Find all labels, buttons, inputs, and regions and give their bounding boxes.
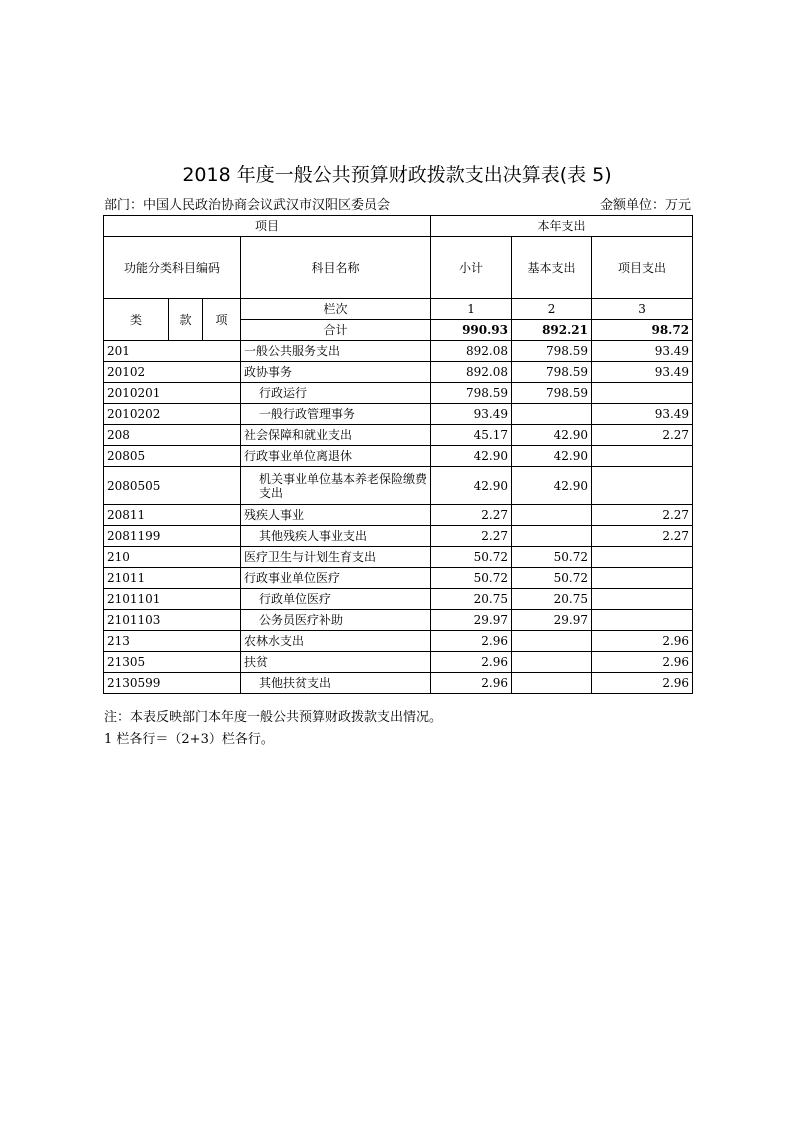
row-project [592, 467, 693, 505]
row-subtotal: 798.59 [431, 383, 512, 404]
row-code: 208 [104, 425, 241, 446]
row-subtotal: 2.27 [431, 526, 512, 547]
total-basic: 892.21 [512, 320, 592, 341]
header-basic: 基本支出 [512, 237, 592, 299]
row-name: 公务员医疗补助 [241, 610, 431, 631]
table-row [104, 341, 693, 362]
row-project: 2.27 [592, 425, 693, 446]
row-subtotal: 42.90 [431, 446, 512, 467]
row-name: 一般公共服务支出 [241, 341, 431, 362]
row-name: 社会保障和就业支出 [241, 425, 431, 446]
table-row [104, 547, 693, 568]
row-name: 行政事业单位医疗 [241, 568, 431, 589]
row-project [592, 446, 693, 467]
row-project: 2.96 [592, 631, 693, 652]
table-row [104, 610, 693, 631]
table-row [104, 631, 693, 652]
header-current-year: 本年支出 [431, 216, 693, 237]
header-project: 项目 [104, 216, 431, 237]
header-kuan: 款 [169, 299, 203, 341]
row-basic: 42.90 [512, 446, 592, 467]
row-project [592, 568, 693, 589]
row-name: 政协事务 [241, 362, 431, 383]
row-basic: 20.75 [512, 589, 592, 610]
table-row [104, 362, 693, 383]
row-name: 残疾人事业 [241, 505, 431, 526]
row-basic [512, 404, 592, 425]
row-subtotal: 892.08 [431, 341, 512, 362]
row-project [592, 547, 693, 568]
header-col3: 3 [592, 299, 693, 320]
row-basic: 50.72 [512, 568, 592, 589]
row-subtotal: 45.17 [431, 425, 512, 446]
row-name: 其他残疾人事业支出 [241, 526, 431, 547]
row-subtotal: 29.97 [431, 610, 512, 631]
table-row [104, 404, 693, 425]
row-code: 2010202 [104, 404, 241, 425]
row-basic: 50.72 [512, 547, 592, 568]
row-basic: 42.90 [512, 425, 592, 446]
table-row [104, 425, 693, 446]
row-name: 医疗卫生与计划生育支出 [241, 547, 431, 568]
row-project: 93.49 [592, 404, 693, 425]
header-subject-name: 科目名称 [241, 237, 431, 299]
row-code: 2080505 [104, 467, 241, 505]
row-code: 201 [104, 341, 241, 362]
row-project [592, 589, 693, 610]
row-basic [512, 673, 592, 694]
unit-label: 金额单位：万元 [599, 198, 691, 213]
row-basic [512, 652, 592, 673]
row-basic [512, 631, 592, 652]
row-basic [512, 526, 592, 547]
row-basic: 798.59 [512, 341, 592, 362]
row-code: 21305 [104, 652, 241, 673]
row-code: 2101101 [104, 589, 241, 610]
header-func-code: 功能分类科目编码 [104, 237, 241, 299]
row-code: 21011 [104, 568, 241, 589]
row-name: 扶贫 [241, 652, 431, 673]
row-subtotal: 50.72 [431, 568, 512, 589]
header-col2: 2 [512, 299, 592, 320]
row-code: 2130599 [104, 673, 241, 694]
row-subtotal: 2.96 [431, 673, 512, 694]
row-code: 2081199 [104, 526, 241, 547]
row-subtotal: 42.90 [431, 467, 512, 505]
row-name: 行政事业单位离退休 [241, 446, 431, 467]
total-label: 合计 [241, 320, 431, 341]
row-project [592, 383, 693, 404]
row-subtotal: 892.08 [431, 362, 512, 383]
row-project: 2.27 [592, 526, 693, 547]
header-column-no: 栏次 [241, 299, 431, 320]
header-xiang: 项 [203, 299, 241, 341]
table-row [104, 505, 693, 526]
row-subtotal: 50.72 [431, 547, 512, 568]
row-subtotal: 2.96 [431, 631, 512, 652]
header-subtotal: 小计 [431, 237, 512, 299]
row-code: 213 [104, 631, 241, 652]
row-project: 2.27 [592, 505, 693, 526]
row-subtotal: 2.27 [431, 505, 512, 526]
department-label: 部门：中国人民政治协商会议武汉市汉阳区委员会 [104, 198, 391, 213]
page-title: 2018 年度一般公共预算财政拨款支出决算表(表 5) [182, 164, 612, 186]
row-basic: 798.59 [512, 383, 592, 404]
row-name: 行政运行 [241, 383, 431, 404]
table-row [104, 568, 693, 589]
note-line-2: 1 栏各行＝（2+3）栏各行。 [104, 732, 274, 747]
row-code: 20811 [104, 505, 241, 526]
total-project: 98.72 [592, 320, 693, 341]
header-col1: 1 [431, 299, 512, 320]
row-name: 其他扶贫支出 [241, 673, 431, 694]
table-row [104, 673, 693, 694]
table-row [104, 383, 693, 404]
row-code: 20805 [104, 446, 241, 467]
row-name: 一般行政管理事务 [241, 404, 431, 425]
note-line-1: 注：本表反映部门本年度一般公共预算财政拨款支出情况。 [104, 710, 443, 725]
expenditure-table [103, 215, 693, 694]
table-row [104, 446, 693, 467]
row-project: 2.96 [592, 673, 693, 694]
row-subtotal: 2.96 [431, 652, 512, 673]
row-name: 机关事业单位基本养老保险缴费支出 [241, 467, 431, 505]
row-code: 2101103 [104, 610, 241, 631]
row-name: 农林水支出 [241, 631, 431, 652]
row-project: 93.49 [592, 341, 693, 362]
row-basic: 798.59 [512, 362, 592, 383]
row-subtotal: 93.49 [431, 404, 512, 425]
row-basic: 29.97 [512, 610, 592, 631]
row-subtotal: 20.75 [431, 589, 512, 610]
row-code: 20102 [104, 362, 241, 383]
table-row [104, 467, 693, 505]
row-code: 2010201 [104, 383, 241, 404]
table-row [104, 589, 693, 610]
total-subtotal: 990.93 [431, 320, 512, 341]
row-name: 行政单位医疗 [241, 589, 431, 610]
row-code: 210 [104, 547, 241, 568]
row-basic [512, 505, 592, 526]
table-row [104, 526, 693, 547]
row-basic: 42.90 [512, 467, 592, 505]
notes [104, 707, 442, 751]
row-project: 93.49 [592, 362, 693, 383]
row-project [592, 610, 693, 631]
table-row [104, 652, 693, 673]
header-lei: 类 [104, 299, 169, 341]
row-project: 2.96 [592, 652, 693, 673]
header-project-exp: 项目支出 [592, 237, 693, 299]
